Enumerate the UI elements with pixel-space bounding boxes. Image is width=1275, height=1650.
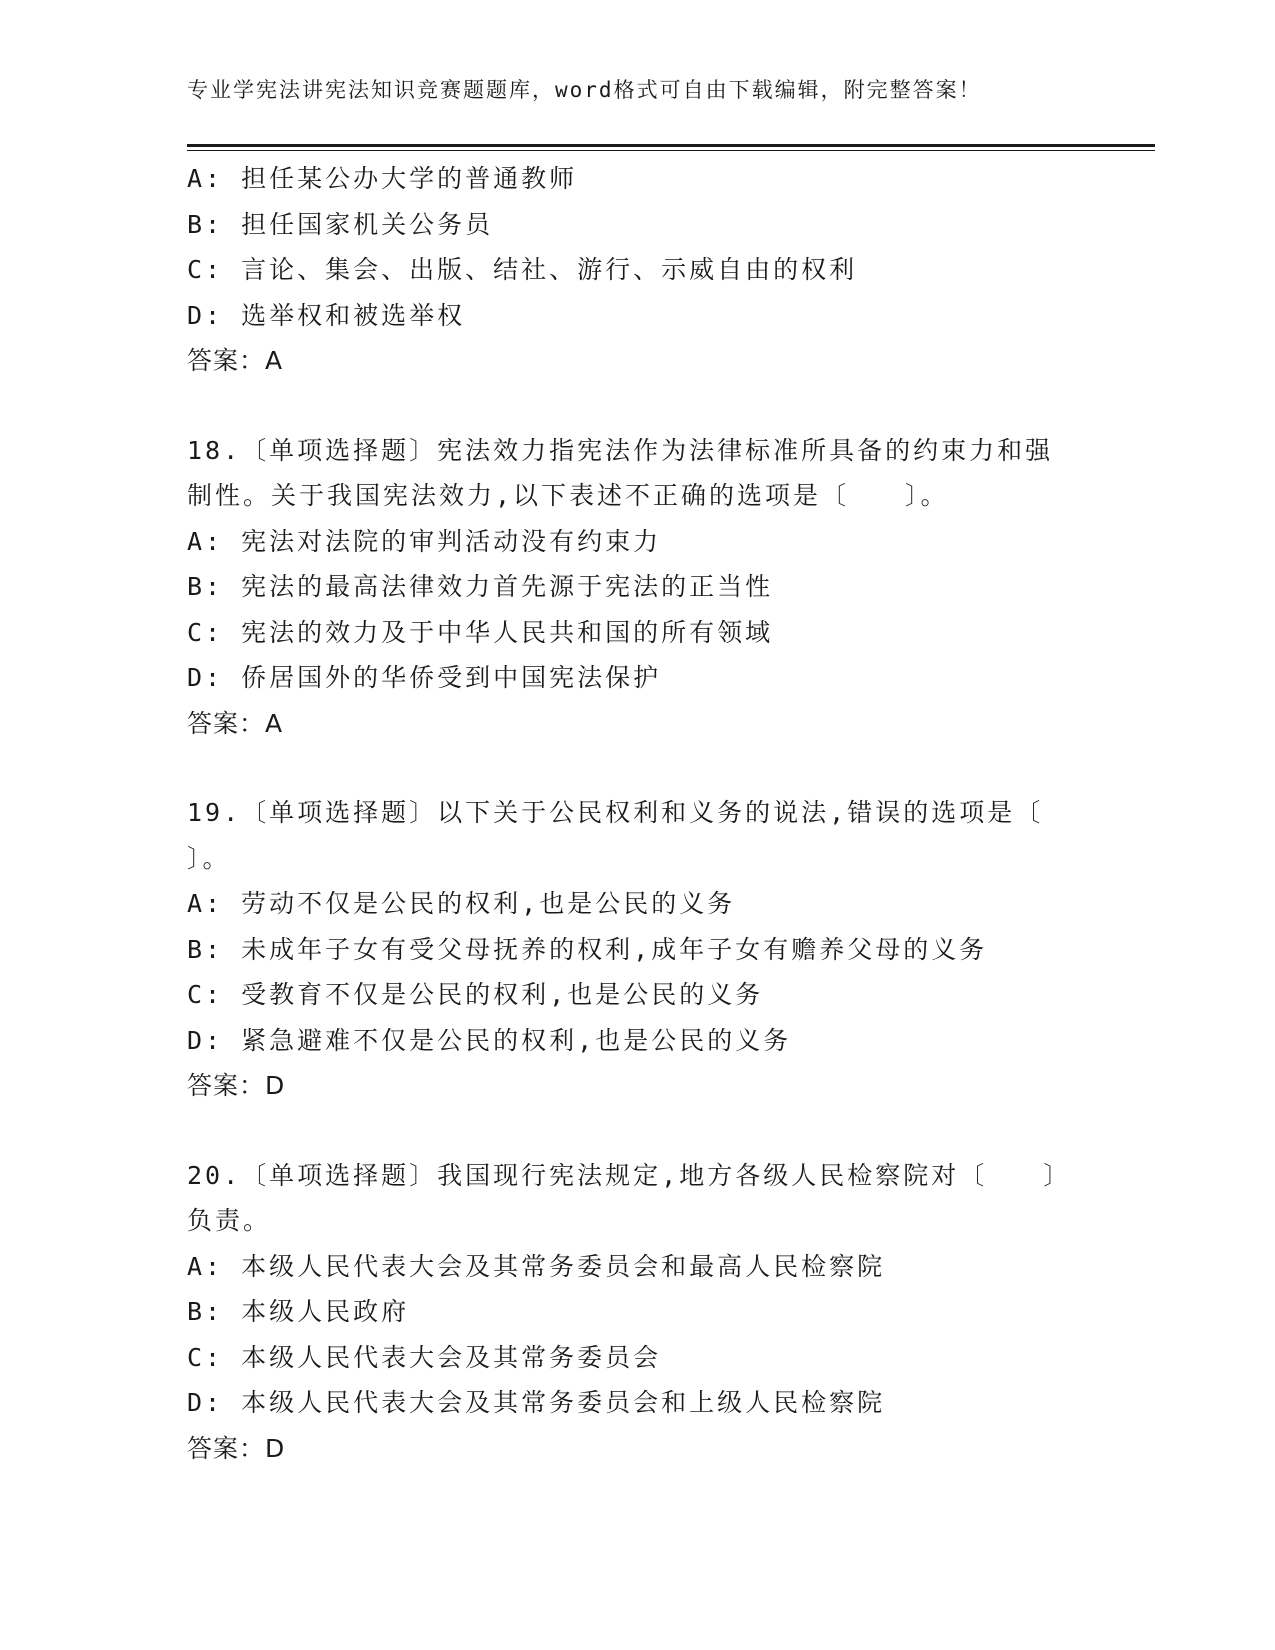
spacer [187,384,1087,428]
option-a: A: 本级人民代表大会及其常务委员会和最高人民检察院 [187,1251,886,1281]
option-c: C: 宪法的效力及于中华人民共和国的所有领域 [187,617,774,647]
header-rule-thick [187,144,1155,147]
spacer [187,746,1087,790]
question-stem-cont: 负责。 [187,1206,272,1235]
option-b: B: 未成年子女有受父母抚养的权利,成年子女有赡养父母的义务 [187,934,988,964]
option-c: C: 受教育不仅是公民的权利,也是公民的义务 [187,980,764,1009]
question-20 [187,1153,1087,1472]
answer: 答案：D [187,1433,286,1463]
question-stem-cont: 制性。关于我国宪法效力,以下表述不正确的选项是〔 〕。 [187,481,949,510]
question-list [187,156,1087,1471]
question-stem-cont: 〕。 [187,843,231,873]
question-stem: 20.〔单项选择题〕我国现行宪法规定,地方各级人民检察院对〔 〕 [187,1160,1072,1190]
option-b: B: 宪法的最高法律效力首先源于宪法的正当性 [187,572,774,601]
option-d: D: 紧急避难不仅是公民的权利,也是公民的义务 [187,1025,792,1055]
option-b: B: 担任国家机关公务员 [187,209,494,239]
question-19 [187,790,1087,1109]
question-17 [187,156,1087,384]
question-stem: 18.〔单项选择题〕宪法效力指宪法作为法律标准所具备的约束力和强 [187,435,1054,465]
question-stem: 19.〔单项选择题〕以下关于公民权利和义务的说法,错误的选项是〔 [187,798,1044,827]
answer: 答案：A [187,346,284,375]
option-d: D: 侨居国外的华侨受到中国宪法保护 [187,663,662,692]
question-18 [187,428,1087,747]
option-a: A: 宪法对法院的审判活动没有约束力 [187,526,662,556]
option-a: A: 担任某公办大学的普通教师 [187,164,578,193]
header-rule-thin [187,150,1155,151]
page-header: 专业学宪法讲宪法知识竞赛题题库，word格式可自由下载编辑，附完整答案！ [187,78,982,102]
answer: 答案：D [187,1071,286,1100]
option-b: B: 本级人民政府 [187,1297,410,1326]
option-d: D: 本级人民代表大会及其常务委员会和上级人民检察院 [187,1388,886,1417]
answer: 答案：A [187,708,284,738]
option-a: A: 劳动不仅是公民的权利,也是公民的义务 [187,889,736,918]
option-d: D: 选举权和被选举权 [187,300,466,330]
spacer [187,1109,1087,1153]
option-c: C: 言论、集会、出版、结社、游行、示威自由的权利 [187,255,858,284]
option-c: C: 本级人民代表大会及其常务委员会 [187,1342,662,1372]
